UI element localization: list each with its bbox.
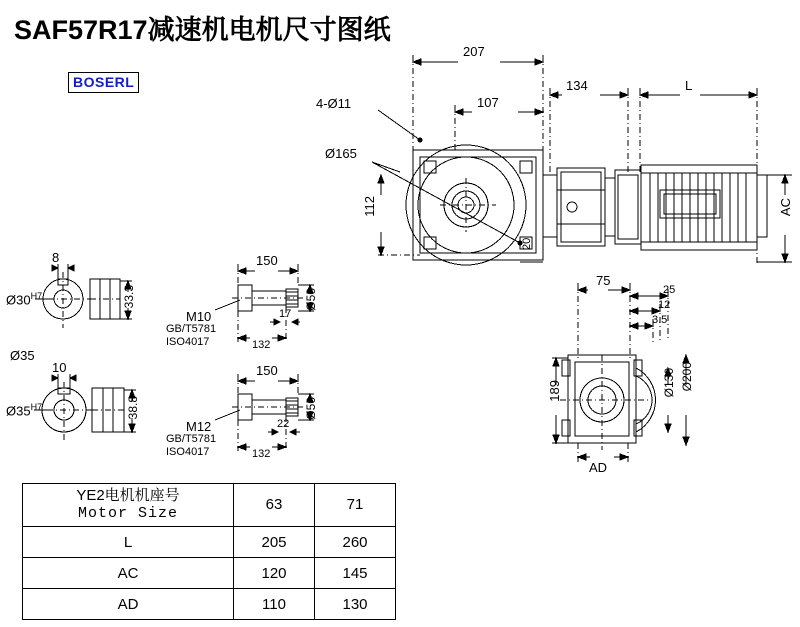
dim-20: 20: [521, 237, 533, 250]
table-row: [23, 558, 396, 589]
row-AD-71: 130: [315, 589, 396, 620]
dim-bolt-top-std2: ISO4017: [166, 336, 210, 348]
dim-107: 107: [477, 95, 499, 110]
dim-bolt-bot-std1: GB/T5781: [166, 433, 217, 445]
row-AC-63: 120: [234, 558, 315, 589]
dim-bolt-bot-132: 132: [252, 448, 271, 460]
dim-bolt-bot-dia: Ø50: [304, 397, 318, 420]
dim-AC: AC: [778, 198, 793, 217]
dim-12: 12: [658, 299, 671, 311]
header-motor-size-cell: [23, 484, 234, 527]
dim-112: 112: [362, 196, 377, 217]
dim-L: L: [685, 78, 693, 93]
dim-bolt-bot-std2: ISO4017: [166, 446, 210, 458]
row-label-AC: AC: [23, 558, 234, 589]
dim-38-8: 38.8: [126, 396, 140, 420]
dim-bolt-top-dia: Ø50: [304, 288, 318, 311]
dim-33-3: 33.3: [122, 285, 136, 309]
dim-key-10: 10: [52, 360, 67, 375]
dim-4-holes: 4-Ø11: [316, 96, 352, 111]
dim-shaft-30: [6, 291, 42, 307]
dim-134: 134: [566, 78, 588, 93]
row-L-63: 205: [234, 527, 315, 558]
dim-25: 25: [663, 284, 676, 296]
dim-key-8: 8: [52, 250, 60, 265]
header-col-71: 71: [315, 484, 396, 527]
dim-shaft-30-value: Ø30: [6, 292, 31, 308]
table-row: [23, 589, 396, 620]
dim-shaft-35: [6, 402, 42, 418]
dim-bolt-bot-22: 22: [277, 418, 290, 430]
row-AD-63: 110: [234, 589, 315, 620]
dim-flange-diameter: Ø165: [325, 146, 357, 161]
row-label-AD: AD: [23, 589, 234, 620]
dim-bolt-top-thread: M10: [186, 309, 212, 324]
table-header-row: [23, 484, 396, 527]
dim-shaft-30-tol: H7: [30, 291, 43, 301]
brand-logo: BOSERL: [68, 72, 139, 93]
dim-bolt-top-150: 150: [256, 253, 278, 268]
dim-207: 207: [463, 44, 485, 59]
dim-75: 75: [596, 273, 611, 288]
dim-shaft-35-label: Ø35: [10, 348, 35, 363]
dim-AD: AD: [589, 460, 608, 475]
dim-shaft-35-value: Ø35: [6, 403, 31, 419]
row-label-L: L: [23, 527, 234, 558]
dim-bolt-top-132: 132: [252, 339, 271, 351]
header-label-en: Motor Size: [77, 505, 178, 522]
dim-bolt-top-17: 17: [279, 308, 292, 320]
table-row: [23, 527, 396, 558]
dim-130: Ø130: [662, 368, 676, 398]
header-col-63: 63: [234, 484, 315, 527]
motor-size-table: [22, 483, 396, 620]
dim-shaft-35-tol: H7: [30, 402, 43, 412]
row-AC-71: 145: [315, 558, 396, 589]
page-title: SAF57R17减速机电机尺寸图纸: [14, 15, 391, 45]
row-L-71: 260: [315, 527, 396, 558]
dim-189: 189: [547, 380, 562, 402]
dim-bolt-bot-thread: M12: [186, 419, 212, 434]
dim-bolt-top-std1: GB/T5781: [166, 323, 217, 335]
header-label-cn: YE2电机机座号: [76, 487, 180, 504]
dim-200: Ø200: [680, 362, 694, 392]
dim-3-5: 3.5: [652, 314, 668, 326]
dim-bolt-bot-150: 150: [256, 363, 278, 378]
